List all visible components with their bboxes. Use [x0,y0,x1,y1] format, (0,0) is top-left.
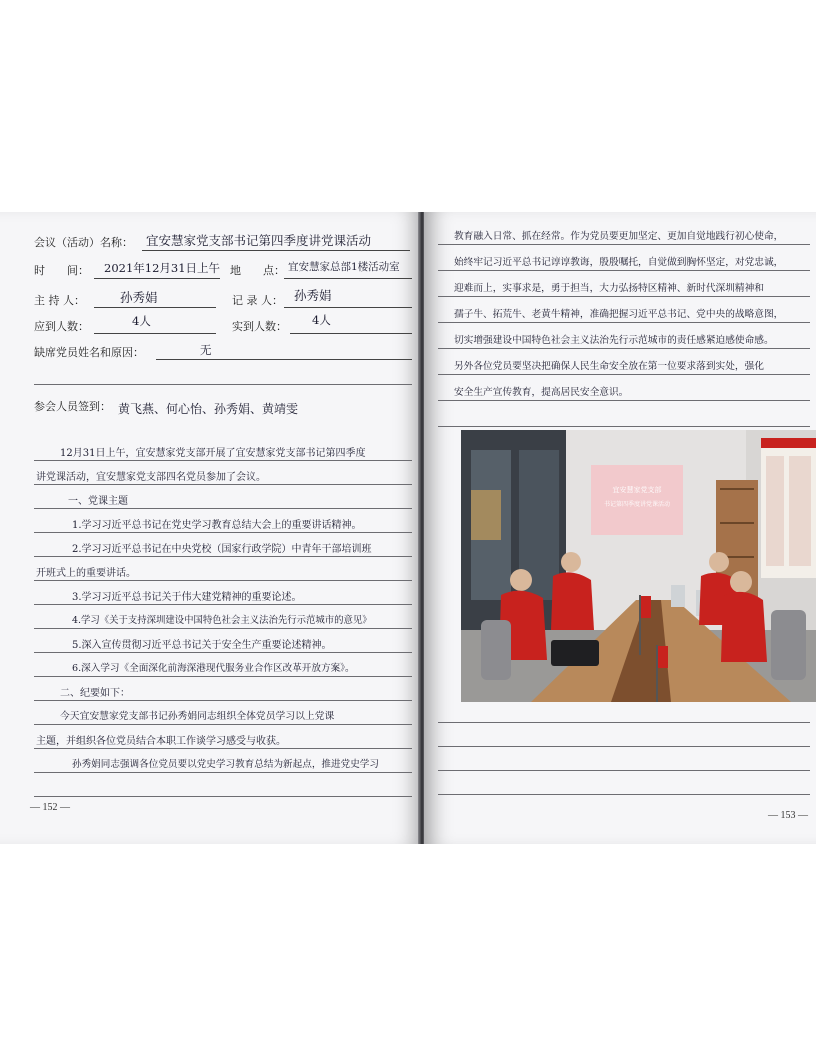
body-line-9: 5.深入宣传贯彻习近平总书记关于安全生产重要论述精神。 [72,640,332,651]
meeting-name-value: 宜安慧家党支部书记第四季度讲党课活动 [146,233,372,248]
actual-label: 实到人数： [232,320,287,333]
right-body-line-4: 孺子牛、拓荒牛、老黄牛精神，准确把握习近平总书记、党中央的战略意图， [454,309,784,320]
ruled-line [438,270,810,271]
host-underline [94,307,216,308]
expected-label: 应到人数： [34,320,89,333]
page-number-left: — 152 — [30,802,70,813]
host-value: 孙秀娟 [120,290,158,305]
recorder-underline [284,307,412,308]
recorder-value: 孙秀娟 [294,288,332,303]
place-underline [284,278,412,279]
ruled-line [34,700,412,701]
screen-title-line1: 宜安慧家党支部 [612,486,662,494]
ruled-line [34,460,412,461]
meeting-photo-illustration [461,430,816,702]
expected-value: 4人 [132,314,151,328]
ruled-line [34,748,412,749]
ruled-line [438,348,810,349]
ruled-line [438,746,810,747]
ruled-line [34,580,412,581]
ruled-line [34,724,412,725]
ruled-line [34,772,412,773]
meeting-name-label: 会议（活动）名称： [34,236,133,249]
body-line-11: 二、纪要如下： [60,688,130,699]
ruled-line [438,794,810,795]
ruled-line [438,322,810,323]
body-line-7: 3.学习习近平总书记关于伟大建党精神的重要论述。 [72,592,302,603]
ruled-line [34,556,412,557]
body-line-5: 2.学习习近平总书记在中央党校（国家行政学院）中青年干部培训班 [72,544,372,555]
signin-value: 黄飞燕、何心怡、孙秀娟、黄靖雯 [118,402,299,416]
ruled-line [438,770,810,771]
ruled-line [34,628,412,629]
right-body-line-1: 教育融入日常、抓在经常。作为党员要更加坚定、更加自觉地践行初心使命， [454,231,784,242]
ruled-line [438,426,810,427]
time-label: 时 间： [34,264,89,277]
ruled-line [438,400,810,401]
body-line-14: 孙秀娟同志强调各位党员要以党史学习教育总结为新起点，推进党史学习 [72,759,379,770]
right-body-line-2: 始终牢记习近平总书记谆谆教诲，殷殷嘱托，自觉做到胸怀坚定，对党忠诚， [454,257,784,268]
ruled-line [34,796,412,797]
ruled-line [34,532,412,533]
page-number-right: — 153 — [768,810,808,821]
body-line-4: 1.学习习近平总书记在党史学习教育总结大会上的重要讲话精神。 [72,520,362,531]
body-line-12: 今天宜安慧家党支部书记孙秀娟同志组织全体党员学习以上党课 [60,711,335,722]
body-line-13: 主题，并组织各位党员结合本职工作谈学习感受与收获。 [36,736,286,747]
signin-label: 参会人员签到： [34,400,111,413]
time-underline [94,278,220,279]
absent-label: 缺席党员姓名和原因： [34,346,144,359]
absent-underline [156,359,412,360]
right-body-line-7: 安全生产宣传教育，提高居民安全意识。 [454,387,629,398]
meeting-photo [461,430,816,702]
body-line-6: 开班式上的重要讲话。 [36,568,136,579]
actual-value: 4人 [312,313,331,327]
place-label: 地 点： [230,264,285,277]
right-body-line-6: 另外各位党员要坚决把确保人民生命安全放在第一位要求落到实处，强化 [454,361,764,372]
ruled-line [34,604,412,605]
body-line-3: 一、党课主题 [68,496,128,507]
recorder-label: 记 录 人： [232,294,283,307]
ruled-line [438,296,810,297]
body-line-1: 12月31日上午，宜安慧家党支部开展了宜安慧家党支部书记第四季度 [60,448,366,459]
ruled-line [34,652,412,653]
actual-underline [290,333,412,334]
ruled-line [438,722,810,723]
body-line-8: 4.学习《关于支持深圳建设中国特色社会主义法治先行示范城市的意见》 [72,615,372,626]
ruled-line [34,676,412,677]
place-value: 宜安慧家总部1楼活动室 [288,261,400,273]
right-body-line-3: 迎难而上，实事求是，勇于担当，大力弘扬特区精神、新时代深圳精神和 [454,283,764,294]
body-line-2: 讲党课活动，宜安慧家党支部四名党员参加了会议。 [36,472,266,483]
meeting-name-underline [142,250,410,251]
time-value: 2021年12月31日上午 [104,261,221,275]
ruled-line [34,508,412,509]
absent-value: 无 [200,343,212,357]
right-body-line-5: 切实增强建设中国特色社会主义法治先行示范城市的责任感紧迫感使命感。 [454,335,774,346]
left-page [0,212,420,844]
absent-extra-line [34,384,412,385]
ruled-line [438,244,810,245]
ruled-line [438,374,810,375]
expected-underline [94,333,216,334]
ruled-line [34,484,412,485]
body-line-10: 6.深入学习《全面深化前海深港现代服务业合作区改革开放方案》。 [72,663,355,674]
host-label: 主 持 人： [34,294,85,307]
screen-title-line2: 书记第四季度讲党课活动 [603,501,671,508]
